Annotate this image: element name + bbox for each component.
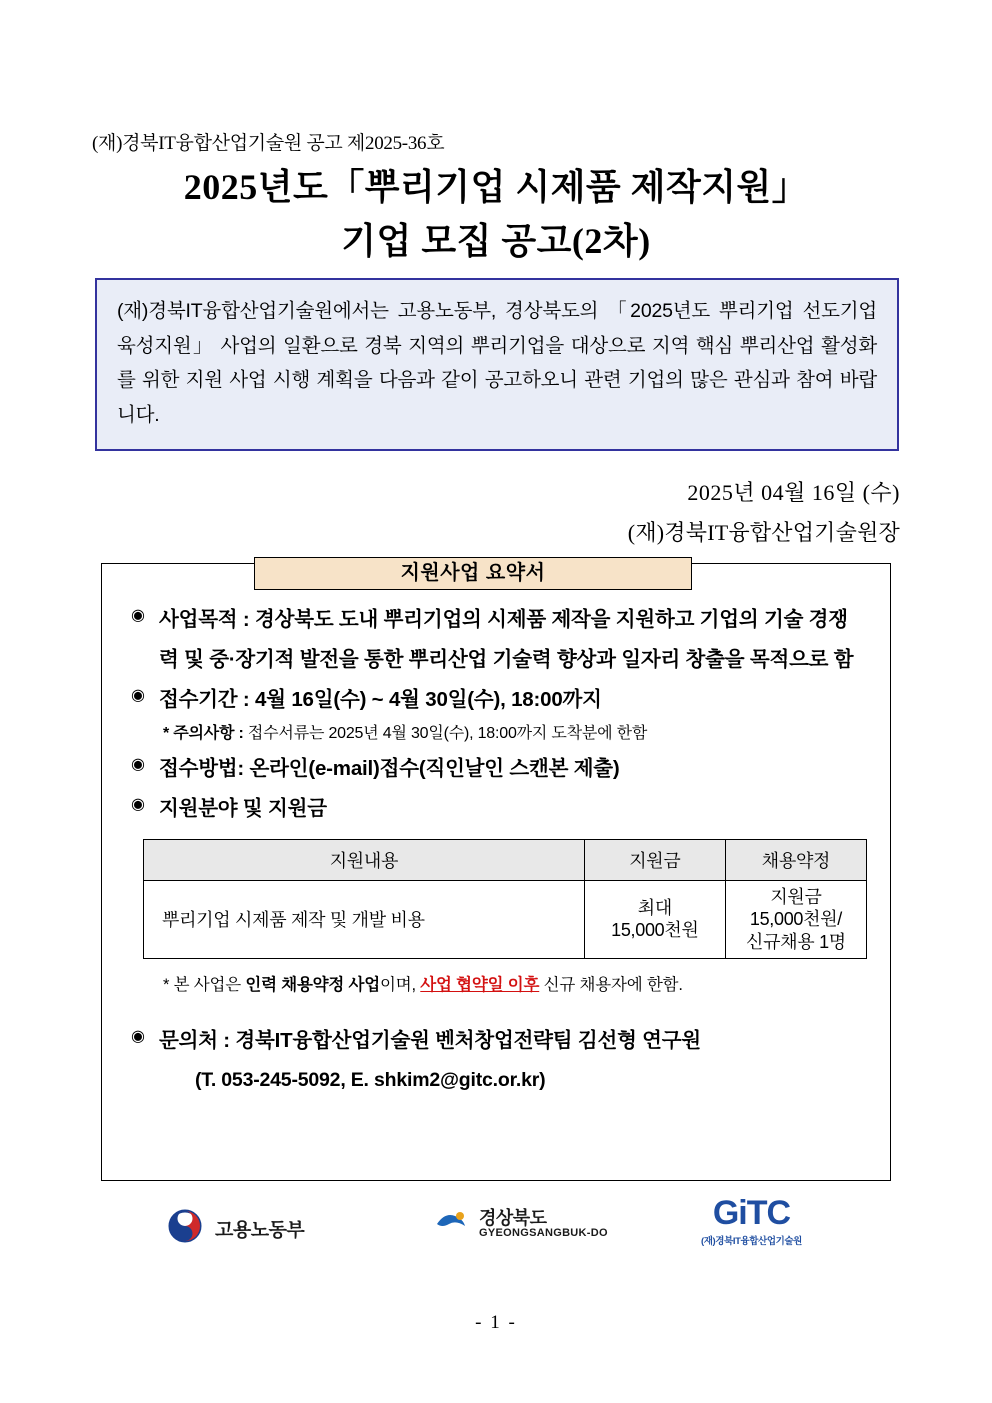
summary-item-method	[123, 749, 869, 789]
logo-gyeongsangbuk-texts	[479, 1209, 608, 1239]
summary-item-field-text: 지원분야 및 지원금	[159, 796, 327, 820]
table-note-suffix: .	[678, 976, 683, 995]
table-cell-hire-line3: 신규채용 1명	[746, 931, 846, 952]
table-note-highlight: 사업 협약일 이후	[420, 976, 540, 995]
table-cell-amount	[584, 880, 725, 959]
summary-item-contact	[123, 1021, 869, 1061]
table-row	[144, 880, 867, 959]
table-cell-desc: 뿌리기업 시제품 제작 및 개발 비용	[144, 880, 585, 959]
table-note-mid2: 신규 채용자에 한함	[539, 976, 679, 995]
contact-block	[123, 995, 869, 1100]
intro-paragraph: (재)경북IT융합산업기술원에서는 고용노동부, 경상북도의 「2025년도 뿌리기업 선도기업 육성지원」 사업의 일환으로 경북 지역의 뿌리기업을 대상으로 지역 핵심 뿌리산업 활성화를 위한 지원 사업 시행 계획을 다음과 같이 공고하오니 관련 기업의 많은 관심과 참여 바랍니다.	[117, 300, 877, 427]
logo-gitc	[701, 1196, 802, 1247]
bullet-icon: ◉	[131, 755, 145, 773]
support-table-wrapper	[123, 829, 869, 960]
table-note-prefix: * 본 사업은	[163, 976, 246, 995]
table-header-row	[144, 839, 867, 880]
summary-item-period-text: 접수기간 : 4월 16일(수) ~ 4월 30일(수), 18:00까지	[159, 687, 602, 711]
table-cell-hire	[725, 880, 866, 959]
summary-content	[101, 600, 891, 1100]
summary-item-purpose-line2: 력 및 중·장기적 발전을 통한 뿌리산업 기술력 향상과 일자리 창출을 목적으로 함	[159, 647, 854, 671]
document-title	[92, 160, 900, 268]
title-line-2: 기업 모집 공고(2차)	[341, 221, 651, 261]
taegeuk-icon	[163, 1204, 207, 1253]
support-table	[143, 839, 867, 960]
table-cell-hire-line1: 지원금	[770, 886, 822, 907]
table-header-amount: 지원금	[584, 839, 725, 880]
logo-gitc-texts	[701, 1196, 802, 1247]
summary-item-period	[123, 680, 869, 720]
page-number: - 1 -	[475, 1312, 517, 1333]
logo-gyeongsangbuk	[431, 1202, 608, 1247]
table-note-mid1: 이며,	[380, 976, 421, 995]
summary-item-method-text: 접수방법: 온라인(e-mail)접수(직인날인 스캔본 제출)	[159, 756, 620, 780]
summary-item-purpose-line1: 사업목적 : 경상북도 도내 뿌리기업의 시제품 제작을 지원하고 기업의 기술 경쟁	[159, 608, 848, 631]
table-note-bold: 인력 채용약정 사업	[245, 976, 381, 995]
logo-gyeongsangbuk-ko: 경상북도	[479, 1208, 547, 1229]
period-note-label: * 주의사항 :	[163, 724, 248, 742]
table-header-desc: 지원내용	[144, 839, 585, 880]
table-note	[123, 959, 869, 995]
logo-gyeongsangbuk-en: GYEONGSANGBUK-DO	[479, 1227, 608, 1240]
bullet-icon: ◉	[131, 1028, 145, 1046]
intro-box	[95, 278, 899, 451]
logo-row	[101, 1196, 891, 1266]
table-cell-amount-line1: 최대	[637, 897, 672, 918]
logo-gitc-mark: GiTC	[712, 1194, 791, 1232]
summary-header: 지원사업 요약서	[254, 557, 692, 590]
contact-details: (T. 053-245-5092, E. shkim2@gitc.or.kr)	[195, 1069, 546, 1092]
summary-item-contact-text: 문의처 : 경북IT융합산업기술원 벤처창업전략팀 김선형 연구원	[159, 1029, 701, 1053]
period-note-text: 접수서류는 2025년 4월 30일(수), 18:00까지 도착분에 한함	[247, 724, 648, 742]
document-number: (재)경북IT융합산업기술원 공고 제2025-36호	[92, 133, 445, 154]
summary-item-field	[123, 789, 869, 829]
bullet-icon: ◉	[131, 686, 145, 704]
title-line-1: 2025년도「뿌리기업 시제품 제작지원」	[183, 167, 809, 207]
period-note	[123, 720, 869, 749]
bullet-icon: ◉	[131, 607, 145, 624]
gyeongsangbuk-symbol-icon	[431, 1202, 471, 1247]
table-cell-amount-line2: 15,000천원	[611, 920, 699, 941]
table-cell-hire-line2: 15,000천원/	[749, 909, 843, 930]
summary-item-purpose	[123, 600, 869, 640]
logo-moel	[163, 1204, 304, 1253]
logo-gitc-sub: (재)경북IT융합산업기술원	[701, 1236, 802, 1247]
logo-moel-label: 고용노동부	[215, 1220, 305, 1241]
issuer-name: (재)경북IT융합산업기술원장	[627, 520, 900, 545]
bullet-icon: ◉	[131, 795, 145, 813]
announcement-date: 2025년 04월 16일 (수)	[687, 480, 900, 505]
table-header-hire: 채용약정	[725, 839, 866, 880]
